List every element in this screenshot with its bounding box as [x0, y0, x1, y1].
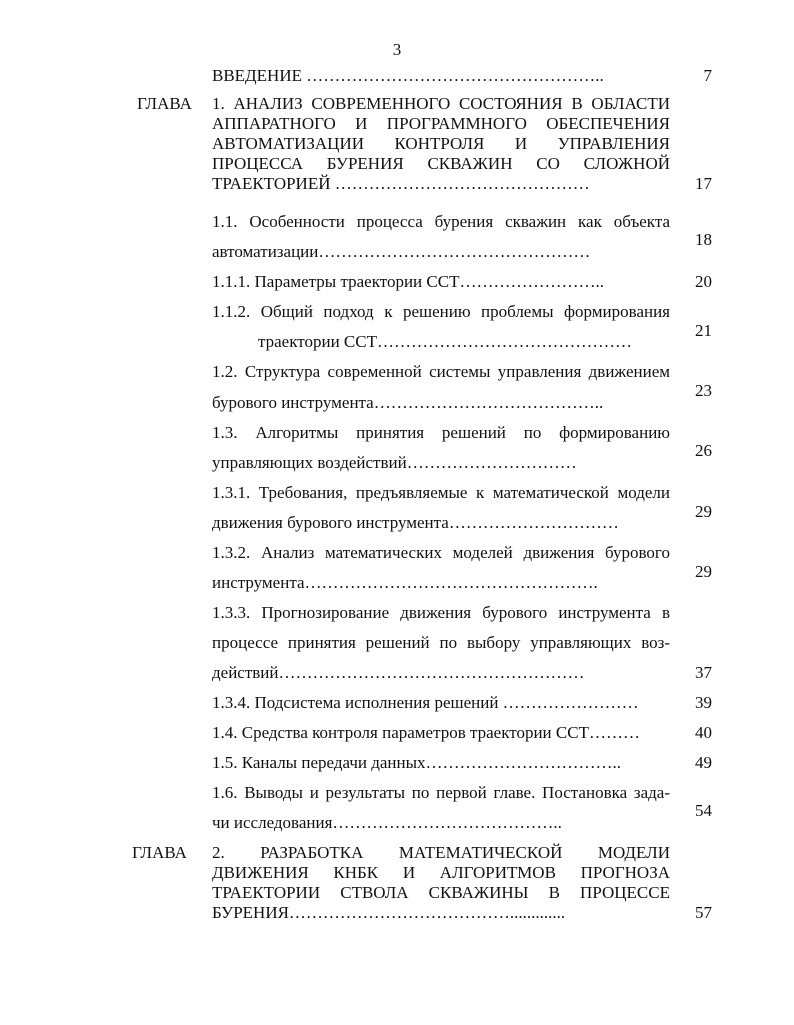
toc-entry-1-4: 1.4. Средства контроля параметров траектории ССТ………	[212, 723, 640, 742]
toc-entry-1-5-page: 49	[695, 753, 712, 772]
chapter-1-title-line-1: 1. АНАЛИЗ СОВРЕМЕННОГО СОСТОЯНИЯ В ОБЛАСТИ	[212, 94, 670, 113]
toc-entry-1-1-line-1: 1.1. Особенности процесса бурения скважин как объекта	[212, 212, 670, 231]
chapter-2-title-line-1: 2. РАЗРАБОТКА МАТЕМАТИЧЕСКОЙ МОДЕЛИ	[212, 843, 670, 862]
chapter-1-page: 17	[695, 174, 712, 193]
toc-entry-1-3-1-line-1: 1.3.1. Требования, предъявляемые к математической модели	[212, 483, 670, 502]
chapter-2-label: ГЛАВА	[132, 843, 187, 862]
toc-entry-1-4-page: 40	[695, 723, 712, 742]
toc-entry-1-3-1-line-2: движения бурового инструмента…………………………	[212, 513, 619, 532]
toc-entry-1-6-line-2: чи исследования…………………………………..	[212, 813, 562, 832]
chapter-1-title-line-3: АВТОМАТИЗАЦИИ КОНТРОЛЯ И УПРАВЛЕНИЯ	[212, 134, 670, 153]
chapter-1-title-line-5: ТРАЕКТОРИЕЙ ………………………………………	[212, 174, 590, 193]
toc-entry-1-2-page: 23	[695, 381, 712, 400]
toc-entry-1-5: 1.5. Каналы передачи данных……………………………..	[212, 753, 622, 772]
toc-entry-1-1-1-page: 20	[695, 272, 712, 291]
toc-entry-1-3-3-line-1: 1.3.3. Прогнозирование движения бурового инструмента в	[212, 603, 670, 622]
toc-entry-1-3-page: 26	[695, 441, 712, 460]
chapter-2-title-line-3: ТРАЕКТОРИИ СТВОЛА СКВАЖИНЫ В ПРОЦЕССЕ	[212, 883, 670, 902]
toc-entry-1-2-line-2: бурового инструмента…………………………………..	[212, 393, 604, 412]
toc-entry-1-3-1-page: 29	[695, 502, 712, 521]
toc-entry-1-1-page: 18	[695, 230, 712, 249]
toc-intro-title: ВВЕДЕНИЕ ……………………………………………..	[212, 66, 604, 85]
toc-entry-1-1-2-line-1: 1.1.2. Общий подход к решению проблемы формирования	[212, 302, 670, 321]
toc-entry-1-3-2-line-2: инструмента…………………………………………….	[212, 573, 598, 592]
toc-entry-1-3-3-line-2: процессе принятия решений по выбору управляющих воз-	[212, 633, 670, 652]
toc-entry-1-3-line-2: управляющих воздействий…………………………	[212, 453, 577, 472]
chapter-1-title-line-4: ПРОЦЕССА БУРЕНИЯ СКВАЖИН СО СЛОЖНОЙ	[212, 154, 670, 173]
toc-entry-1-1-1: 1.1.1. Параметры траектории ССТ……………………..	[212, 272, 604, 291]
toc-entry-1-3-4-page: 39	[695, 693, 712, 712]
chapter-2-title-line-4: БУРЕНИЯ………………………………….............	[212, 903, 566, 922]
toc-entry-1-3-4: 1.3.4. Подсистема исполнения решений ……………………	[212, 693, 639, 712]
toc-entry-1-3-3-page: 37	[695, 663, 712, 682]
toc-entry-1-1-2-line-2: траектории ССТ………………………………………	[258, 332, 632, 351]
chapter-2-title-line-2: ДВИЖЕНИЯ КНБК И АЛГОРИТМОВ ПРОГНОЗА	[212, 863, 670, 882]
chapter-2-page: 57	[695, 903, 712, 922]
toc-intro-page: 7	[703, 66, 712, 85]
toc-entry-1-1-line-2: автоматизации…………………………………………	[212, 242, 591, 261]
chapter-1-label: ГЛАВА	[137, 94, 192, 113]
toc-entry-1-6-page: 54	[695, 801, 712, 820]
toc-entry-1-3-2-line-1: 1.3.2. Анализ математических моделей движения бурового	[212, 543, 670, 562]
toc-entry-1-6-line-1: 1.6. Выводы и результаты по первой главе. Постановка зада-	[212, 783, 670, 802]
page-number: 3	[392, 40, 402, 59]
toc-entry-1-3-2-page: 29	[695, 562, 712, 581]
toc-entry-1-1-2-page: 21	[695, 321, 712, 340]
toc-entry-1-3-line-1: 1.3. Алгоритмы принятия решений по формированию	[212, 423, 670, 442]
toc-entry-1-2-line-1: 1.2. Структура современной системы управления движением	[212, 362, 670, 381]
chapter-1-title-line-2: АППАРАТНОГО И ПРОГРАММНОГО ОБЕСПЕЧЕНИЯ	[212, 114, 670, 133]
toc-entry-1-3-3-line-3: действий………………………………………………	[212, 663, 585, 682]
